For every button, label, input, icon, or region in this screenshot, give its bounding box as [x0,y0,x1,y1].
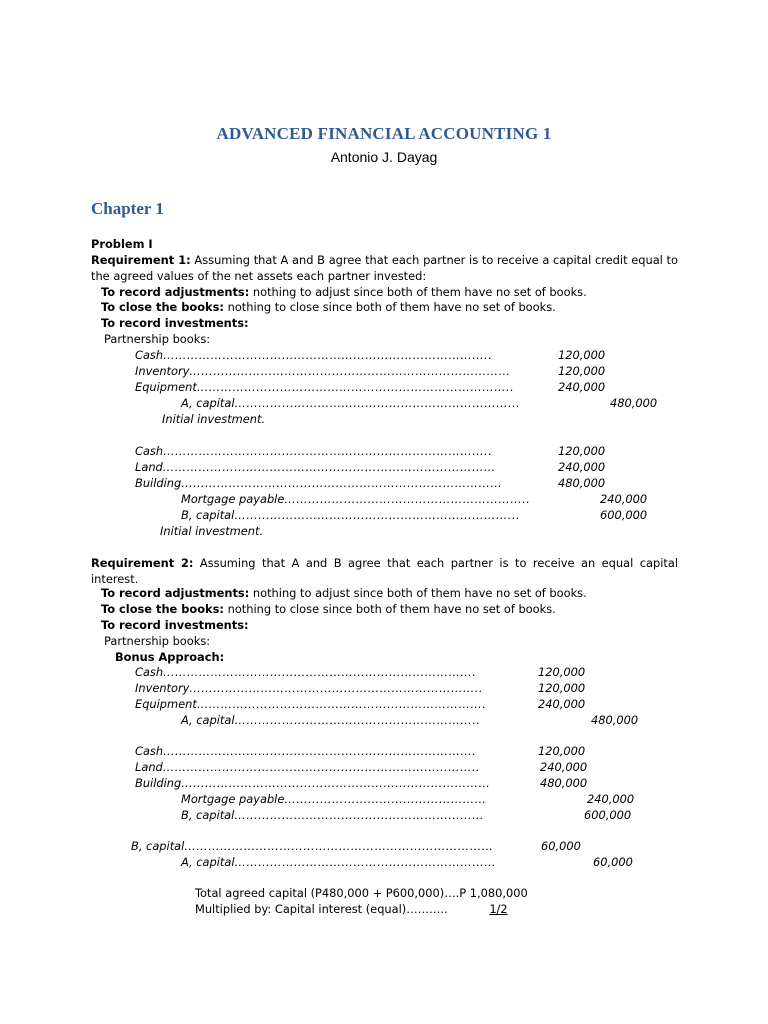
journal-line: Equipment…………………………………………………………………….. [135,380,515,394]
journal-line: B, capital……………………………………………………… [181,808,485,822]
journal-line: B, capital……………………………………………………………... [181,508,521,522]
req1-invest-label: To record investments: [101,316,249,330]
journal-line: Mortgage payable…………………………………………… [181,792,487,806]
req2-label: Requirement 2: [91,556,194,570]
req2-adjust-text: nothing to adjust since both of them have no set of books. [252,586,587,600]
req2-adjust-label: To record adjustments: [101,586,250,600]
entry-note: Initial investment. [162,412,266,426]
req2-close-text: nothing to close since both of them have no set of books. [227,602,556,616]
problem-heading: Problem I [91,237,153,251]
journal-line: Cash……………………………………………………………………….. [135,348,493,362]
req1-close-label: To close the books: [101,300,224,314]
calc-multiplier-line [195,902,508,917]
journal-line: Land………………………………………………………………………… [135,460,496,474]
journal-line: Inventory……………………………………………………………….. [135,681,484,695]
credit-amount: 480,000 [610,396,658,410]
calc-multiplier-value: 1/2 [489,902,508,916]
journal-line: Inventory……………………………………………………………………… [135,364,511,378]
journal-line: Equipment………………………………………………………………. [135,697,487,711]
calc-total-line: Total agreed capital (P480,000 + P600,000)….P 1,080,000 [195,886,528,900]
req1-label: Requirement 1: [91,253,191,267]
journal-line: Mortgage payable…………………………………………………….. [181,492,531,506]
req2-invest-label: To record investments: [101,618,249,632]
calc-multiplier-label: Multiplied by: Capital interest (equal)……….. [195,902,448,916]
req1-adjust-line [101,285,587,300]
journal-line: B, capital…………………………………………………………………… [131,839,494,853]
req2-close-line [101,602,556,617]
req1-books-label: Partnership books: [104,332,211,346]
credit-amount: 240,000 [600,492,648,506]
debit-amount: 60,000 [541,839,581,853]
req1-text: Assuming that A and B agree that each partner is to receive a capital credit equal to the agreed values of the net assets each partner invested: [91,253,678,283]
entry-note: Initial investment. [160,524,264,538]
req2-text: Assuming that A and B agree that each partner is to receive an equal capital interest. [91,556,678,586]
journal-line: Cash……………………………………………………………………. [135,744,477,758]
journal-line: Land…………………………………………………………………….. [135,760,481,774]
journal-line: Building……………………………………………………………………… [135,476,503,490]
debit-amount: 120,000 [558,444,606,458]
document-author: Antonio J. Dayag [330,149,438,165]
debit-amount: 240,000 [558,460,606,474]
journal-line: Building…………………………………………………………………… [135,776,491,790]
req2-adjust-line [101,586,587,601]
credit-amount: 240,000 [587,792,635,806]
req1-adjust-text: nothing to adjust since both of them have no set of books. [252,285,587,299]
req1-paragraph [91,252,678,284]
credit-amount: 600,000 [600,508,648,522]
debit-amount: 480,000 [558,476,606,490]
debit-amount: 120,000 [558,348,606,362]
chapter-heading: Chapter 1 [91,199,164,218]
req1-close-line [101,300,556,315]
debit-amount: 120,000 [538,681,586,695]
credit-amount: 600,000 [584,808,632,822]
journal-line: A, capital………………………………………………………… [181,855,497,869]
req1-close-text: nothing to close since both of them have no set of books. [227,300,556,314]
journal-line: Cash……………………………………………………………………….. [135,444,493,458]
debit-amount: 120,000 [538,744,586,758]
req1-adjust-label: To record adjustments: [101,285,250,299]
bonus-approach-label: Bonus Approach: [115,650,225,664]
debit-amount: 120,000 [538,665,586,679]
req2-books-label: Partnership books: [104,634,211,648]
debit-amount: 240,000 [540,760,588,774]
journal-line: A, capital…………………………………………………….. [181,713,481,727]
req2-paragraph [91,555,678,587]
document-title: ADVANCED FINANCIAL ACCOUNTING 1 [216,124,552,143]
journal-line: Cash……………………………………………………………………. [135,665,477,679]
debit-amount: 240,000 [558,380,606,394]
debit-amount: 240,000 [538,697,586,711]
debit-amount: 120,000 [558,364,606,378]
credit-amount: 60,000 [593,855,633,869]
journal-line: A, capital……………………………………………………………... [181,396,521,410]
credit-amount: 480,000 [591,713,639,727]
req2-close-label: To close the books: [101,602,224,616]
debit-amount: 480,000 [540,776,588,790]
